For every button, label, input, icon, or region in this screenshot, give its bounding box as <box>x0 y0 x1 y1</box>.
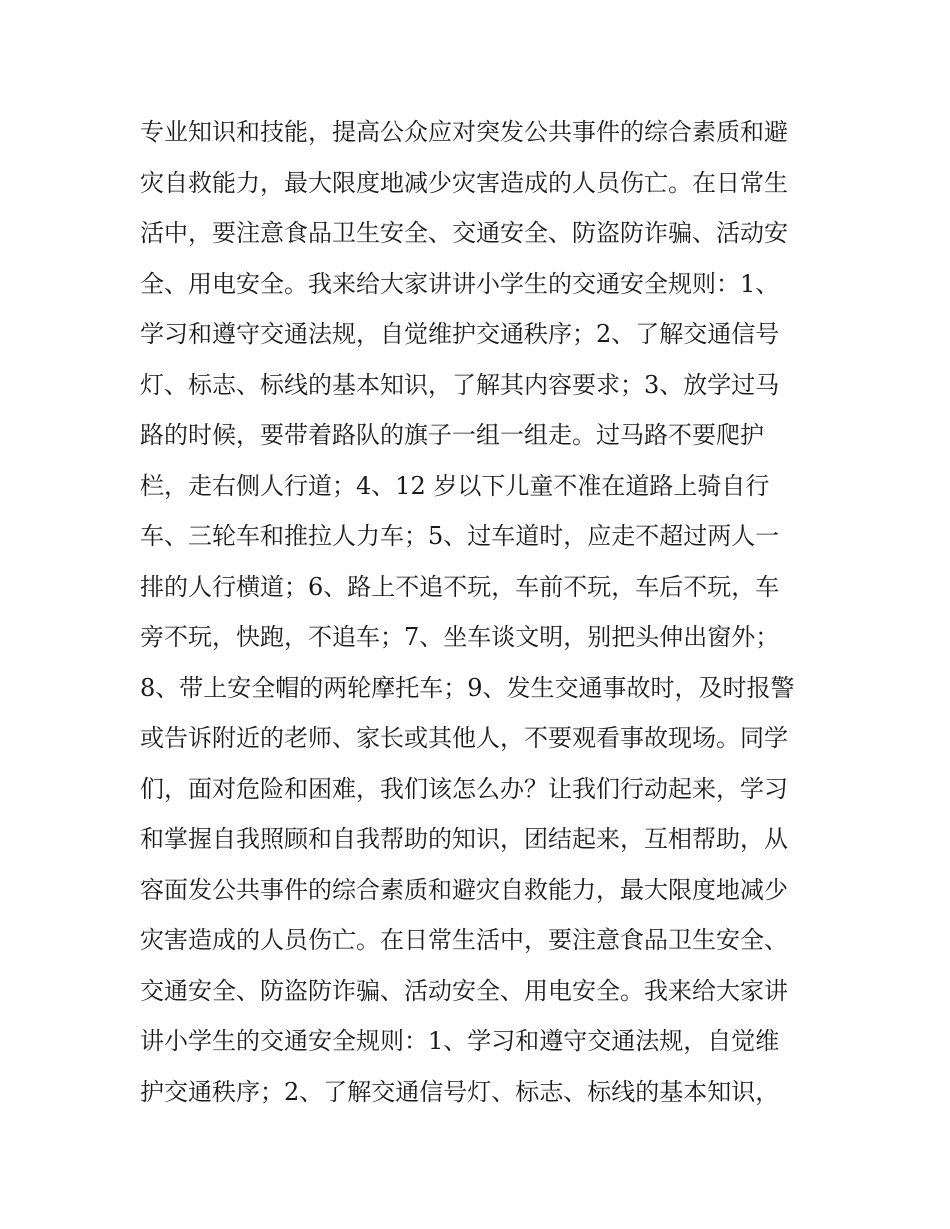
text-line: 路的时候，要带着路队的旗子一组一组走。过马路不要爬护 <box>140 421 764 449</box>
text-line: 或告诉附近的老师、家长或其他人，不要观看事故现场。同学 <box>140 724 788 752</box>
text-line: 交通安全、防盗防诈骗、活动安全、用电安全。我来给大家讲 <box>140 976 788 1005</box>
text-line: 和掌握自我照顾和自我帮助的知识，团结起来，互相帮助，从 <box>140 825 788 853</box>
text-line: 学习和遵守交通法规，自觉维护交通秩序；2、了解交通信号 <box>140 320 780 348</box>
body-text <box>140 107 820 1117</box>
text-line: 灯、标志、标线的基本知识，了解其内容要求；3、放学过马 <box>140 370 780 399</box>
text-line: 活中，要注意食品卫生安全、交通安全、防盗防诈骗、活动安 <box>140 219 788 247</box>
text-line: 栏，走右侧人行道；4、12 岁以下儿童不准在道路上骑自行 <box>140 471 770 500</box>
text-line: 8、带上安全帽的两轮摩托车；9、发生交通事故时，及时报警 <box>140 673 795 702</box>
text-line: 专业知识和技能，提高公众应对突发公共事件的综合素质和避 <box>140 118 788 146</box>
text-line: 们，面对危险和困难，我们该怎么办？让我们行动起来，学习 <box>140 774 788 803</box>
text-line: 全、用电安全。我来给大家讲讲小学生的交通安全规则：1、 <box>140 269 780 298</box>
text-line: 容面发公共事件的综合素质和避灾自救能力，最大限度地减少 <box>140 875 788 904</box>
text-line: 灾自救能力，最大限度地减少灾害造成的人员伤亡。在日常生 <box>140 168 788 197</box>
text-line: 排的人行横道；6、路上不追不玩，车前不玩，车后不玩，车 <box>140 572 780 601</box>
text-line: 灾害造成的人员伤亡。在日常生活中，要注意食品卫生安全、 <box>140 926 788 954</box>
text-line: 车、三轮车和推拉人力车；5、过车道时，应走不超过两人一 <box>140 522 780 550</box>
text-line: 护交通秩序；2、了解交通信号灯、标志、标线的基本知识， <box>140 1077 780 1106</box>
text-line: 旁不玩，快跑，不追车；7、坐车谈文明，别把头伸出窗外； <box>140 623 780 651</box>
text-line: 讲小学生的交通安全规则：1、学习和遵守交通法规，自觉维 <box>140 1027 780 1055</box>
